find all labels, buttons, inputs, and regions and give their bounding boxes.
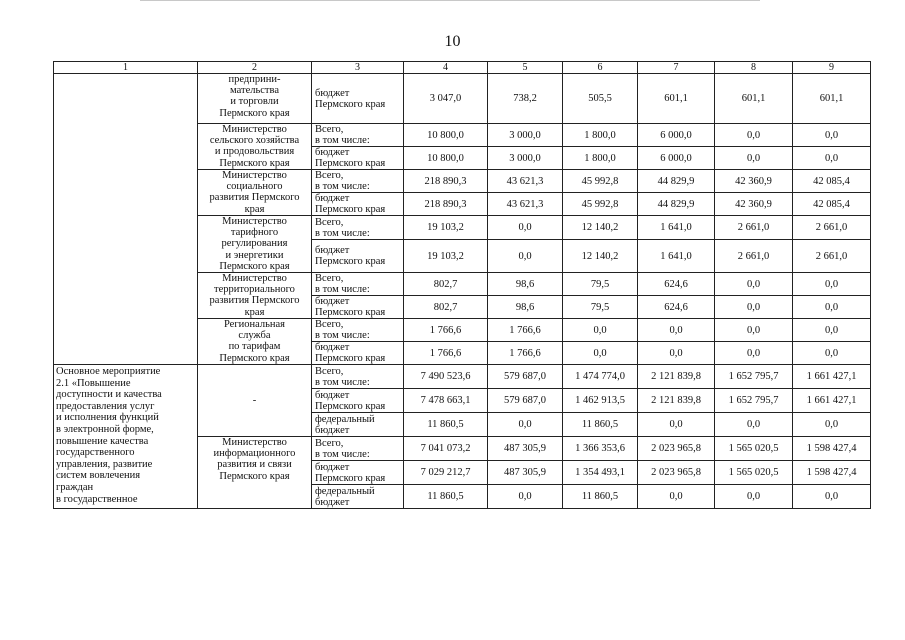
value-cell: 0,0 <box>793 319 871 342</box>
table-row <box>54 74 871 124</box>
value-cell: 0,0 <box>488 485 563 509</box>
source-cell: бюджет Пермского края <box>312 389 404 413</box>
value-cell: 601,1 <box>638 74 715 124</box>
header-cell: 7 <box>638 62 715 74</box>
value-cell: 1 766,6 <box>488 319 563 342</box>
value-cell: 0,0 <box>488 413 563 437</box>
value-cell: 10 800,0 <box>404 124 488 147</box>
value-cell: 0,0 <box>715 296 793 319</box>
executor-cell: Министерство социального развития Пермского края <box>198 170 312 216</box>
value-cell: 3 047,0 <box>404 74 488 124</box>
value-cell: 1 652 795,7 <box>715 365 793 389</box>
header-row <box>54 62 871 74</box>
value-cell: 0,0 <box>488 216 563 240</box>
header-cell: 4 <box>404 62 488 74</box>
header-cell: 5 <box>488 62 563 74</box>
value-cell: 1 641,0 <box>638 216 715 240</box>
value-cell: 0,0 <box>563 342 638 365</box>
header-cell: 1 <box>54 62 198 74</box>
value-cell: 1 565 020,5 <box>715 461 793 485</box>
value-cell: 43 621,3 <box>488 170 563 193</box>
value-cell: 0,0 <box>715 319 793 342</box>
value-cell: 2 661,0 <box>793 216 871 240</box>
source-cell: бюджет Пермского края <box>312 147 404 170</box>
source-cell: Всего, в том числе: <box>312 365 404 389</box>
executor-cell: предприни- мательства и торговли Пермского края <box>198 74 312 124</box>
source-cell: бюджет Пермского края <box>312 296 404 319</box>
value-cell: 6 000,0 <box>638 147 715 170</box>
value-cell: 1 661 427,1 <box>793 389 871 413</box>
value-cell: 0,0 <box>793 124 871 147</box>
value-cell: 12 140,2 <box>563 240 638 273</box>
value-cell: 487 305,9 <box>488 461 563 485</box>
value-cell: 7 490 523,6 <box>404 365 488 389</box>
value-cell: 1 565 020,5 <box>715 437 793 461</box>
value-cell: 2 023 965,8 <box>638 437 715 461</box>
value-cell: 3 000,0 <box>488 147 563 170</box>
value-cell: 1 766,6 <box>488 342 563 365</box>
value-cell: 42 085,4 <box>793 193 871 216</box>
budget-table <box>53 61 871 509</box>
executor-cell: Министерство территориального развития Пермского края <box>198 273 312 319</box>
value-cell: 98,6 <box>488 296 563 319</box>
value-cell: 0,0 <box>715 342 793 365</box>
executor-cell: Министерство сельского хозяйства и продовольствия Пермского края <box>198 124 312 170</box>
value-cell: 10 800,0 <box>404 147 488 170</box>
value-cell: 2 121 839,8 <box>638 365 715 389</box>
value-cell: 42 085,4 <box>793 170 871 193</box>
value-cell: 218 890,3 <box>404 170 488 193</box>
value-cell: 802,7 <box>404 296 488 319</box>
source-cell: бюджет Пермского края <box>312 193 404 216</box>
value-cell: 0,0 <box>793 413 871 437</box>
value-cell: 11 860,5 <box>563 413 638 437</box>
value-cell: 42 360,9 <box>715 193 793 216</box>
value-cell: 1 661 427,1 <box>793 365 871 389</box>
page-number: 10 <box>444 33 461 50</box>
table-row <box>54 365 871 389</box>
value-cell: 0,0 <box>638 485 715 509</box>
value-cell: 0,0 <box>563 319 638 342</box>
value-cell: 7 029 212,7 <box>404 461 488 485</box>
value-cell: 0,0 <box>638 413 715 437</box>
value-cell: 45 992,8 <box>563 170 638 193</box>
value-cell: 1 766,6 <box>404 319 488 342</box>
value-cell: 579 687,0 <box>488 365 563 389</box>
value-cell: 12 140,2 <box>563 216 638 240</box>
value-cell: 738,2 <box>488 74 563 124</box>
value-cell: 1 598 427,4 <box>793 461 871 485</box>
value-cell: 1 641,0 <box>638 240 715 273</box>
value-cell: 579 687,0 <box>488 389 563 413</box>
value-cell: 2 661,0 <box>715 240 793 273</box>
source-cell: Всего, в том числе: <box>312 170 404 193</box>
value-cell: 0,0 <box>488 240 563 273</box>
value-cell: 11 860,5 <box>563 485 638 509</box>
value-cell: 1 354 493,1 <box>563 461 638 485</box>
source-cell: бюджет Пермского края <box>312 342 404 365</box>
executor-cell: - <box>198 365 312 437</box>
value-cell: 505,5 <box>563 74 638 124</box>
header-cell: 9 <box>793 62 871 74</box>
source-cell: бюджет Пермского края <box>312 240 404 273</box>
source-cell: федеральный бюджет <box>312 413 404 437</box>
value-cell: 0,0 <box>715 147 793 170</box>
value-cell: 601,1 <box>715 74 793 124</box>
header-cell: 8 <box>715 62 793 74</box>
executor-cell: Региональная служба по тарифам Пермского края <box>198 319 312 365</box>
value-cell: 218 890,3 <box>404 193 488 216</box>
value-cell: 42 360,9 <box>715 170 793 193</box>
value-cell: 2 661,0 <box>715 216 793 240</box>
table-body <box>54 74 871 509</box>
value-cell: 1 598 427,4 <box>793 437 871 461</box>
value-cell: 624,6 <box>638 273 715 296</box>
value-cell: 44 829,9 <box>638 170 715 193</box>
source-cell: бюджет Пермского края <box>312 74 404 124</box>
activity-cell <box>54 74 198 365</box>
value-cell: 19 103,2 <box>404 216 488 240</box>
value-cell: 0,0 <box>793 296 871 319</box>
value-cell: 11 860,5 <box>404 485 488 509</box>
value-cell: 6 000,0 <box>638 124 715 147</box>
value-cell: 0,0 <box>638 342 715 365</box>
value-cell: 11 860,5 <box>404 413 488 437</box>
source-cell: федеральный бюджет <box>312 485 404 509</box>
value-cell: 3 000,0 <box>488 124 563 147</box>
value-cell: 19 103,2 <box>404 240 488 273</box>
value-cell: 487 305,9 <box>488 437 563 461</box>
value-cell: 7 478 663,1 <box>404 389 488 413</box>
value-cell: 0,0 <box>715 273 793 296</box>
executor-cell: Министерство информационного развития и связи Пермского края <box>198 437 312 509</box>
value-cell: 45 992,8 <box>563 193 638 216</box>
source-cell: Всего, в том числе: <box>312 437 404 461</box>
value-cell: 79,5 <box>563 273 638 296</box>
value-cell: 79,5 <box>563 296 638 319</box>
value-cell: 44 829,9 <box>638 193 715 216</box>
source-cell: Всего, в том числе: <box>312 273 404 296</box>
value-cell: 0,0 <box>715 485 793 509</box>
value-cell: 1 800,0 <box>563 147 638 170</box>
value-cell: 601,1 <box>793 74 871 124</box>
value-cell: 0,0 <box>793 147 871 170</box>
activity-cell: Основное мероприятие 2.1 «Повышение доступности и качества предоставления услуг и исполнения функций в электронной форме, повышение качества государственного управления, развитие систем вовлечения граждан в государственное <box>54 365 198 509</box>
value-cell: 2 023 965,8 <box>638 461 715 485</box>
value-cell: 802,7 <box>404 273 488 296</box>
value-cell: 624,6 <box>638 296 715 319</box>
header-cell: 6 <box>563 62 638 74</box>
source-cell: Всего, в том числе: <box>312 124 404 147</box>
value-cell: 1 652 795,7 <box>715 389 793 413</box>
value-cell: 98,6 <box>488 273 563 296</box>
source-cell: Всего, в том числе: <box>312 216 404 240</box>
value-cell: 0,0 <box>715 124 793 147</box>
value-cell: 0,0 <box>715 413 793 437</box>
value-cell: 2 661,0 <box>793 240 871 273</box>
header-cell: 3 <box>312 62 404 74</box>
executor-cell: Министерство тарифного регулирования и энергетики Пермского края <box>198 216 312 273</box>
value-cell: 1 474 774,0 <box>563 365 638 389</box>
value-cell: 7 041 073,2 <box>404 437 488 461</box>
value-cell: 43 621,3 <box>488 193 563 216</box>
source-cell: Всего, в том числе: <box>312 319 404 342</box>
value-cell: 1 462 913,5 <box>563 389 638 413</box>
source-cell: бюджет Пермского края <box>312 461 404 485</box>
value-cell: 0,0 <box>793 273 871 296</box>
top-edge-line <box>140 0 760 1</box>
header-cell: 2 <box>198 62 312 74</box>
value-cell: 1 366 353,6 <box>563 437 638 461</box>
value-cell: 0,0 <box>793 342 871 365</box>
value-cell: 2 121 839,8 <box>638 389 715 413</box>
value-cell: 1 800,0 <box>563 124 638 147</box>
value-cell: 0,0 <box>638 319 715 342</box>
value-cell: 1 766,6 <box>404 342 488 365</box>
value-cell: 0,0 <box>793 485 871 509</box>
